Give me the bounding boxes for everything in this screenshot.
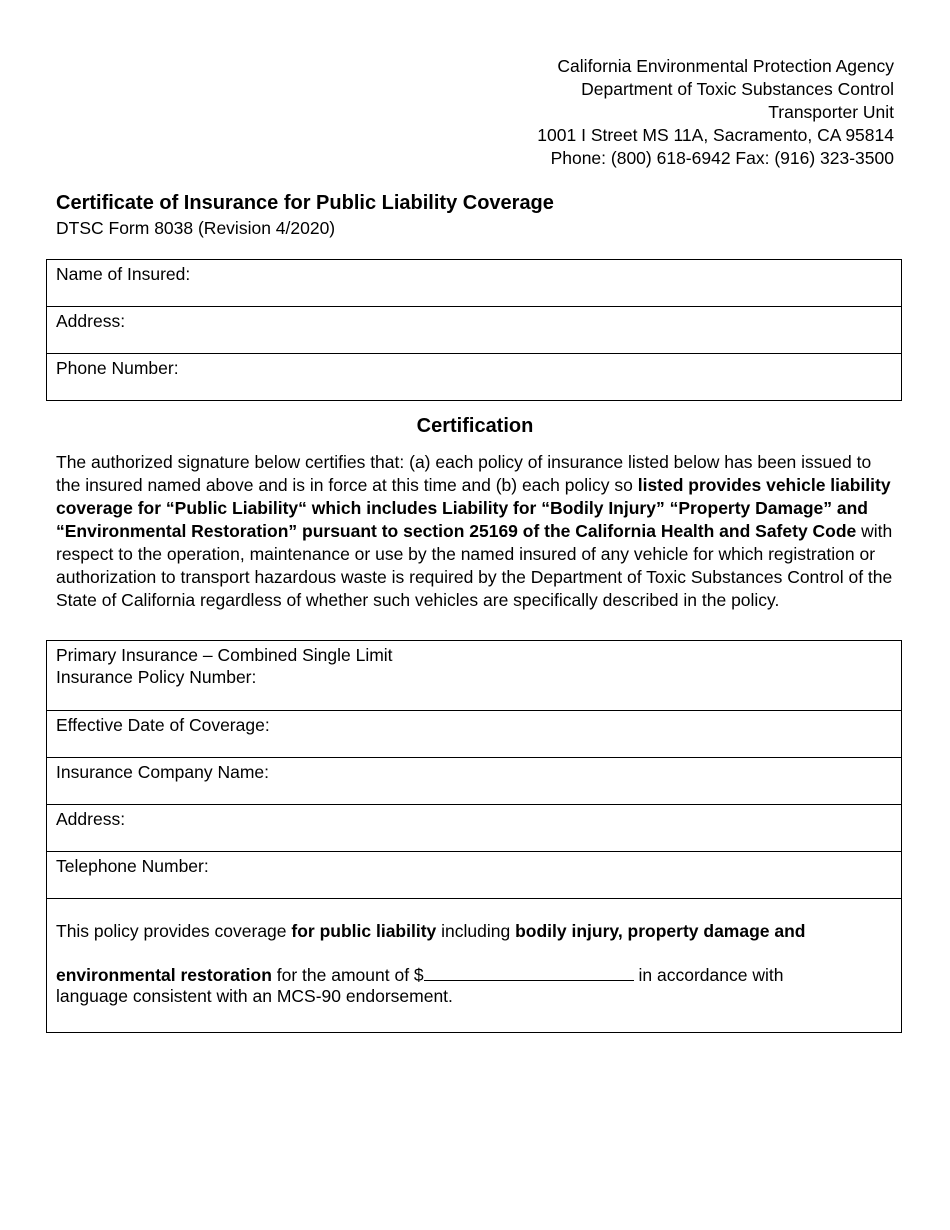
coverage-text4: in accordance with <box>633 965 784 985</box>
coverage-text3: for the amount of $ <box>271 965 424 985</box>
cert-text-part2: with respect to the operation, maintenance or use by the named insured of any vehicle for which registration or authorization to transport hazardous waste is required by the Department of Toxic Substances Control of the State of California regardless of whether such vehicles are specifically described in the policy. <box>56 521 893 610</box>
unit-name: Transporter Unit <box>768 102 894 122</box>
insured-address-field[interactable] <box>47 306 901 353</box>
insured-address-label: Address: <box>56 311 126 331</box>
name-of-insured-field[interactable] <box>47 260 901 306</box>
coverage-text1: This policy provides coverage <box>56 921 292 941</box>
company-name-field[interactable] <box>47 757 901 804</box>
coverage-line1 <box>56 921 892 942</box>
agency-phone-fax: Phone: (800) 618-6942 Fax: (916) 323-3500 <box>550 148 894 168</box>
coverage-bold1: for public liability <box>291 921 437 941</box>
agency-name: California Environmental Protection Agency <box>557 56 894 76</box>
coverage-line3: language consistent with an MCS-90 endorsement. <box>56 986 453 1006</box>
insured-info-table <box>46 259 902 401</box>
company-name-label: Insurance Company Name: <box>56 762 270 782</box>
coverage-line2 <box>56 964 892 986</box>
telephone-label: Telephone Number: <box>56 856 209 876</box>
certification-text <box>56 451 896 612</box>
name-of-insured-label: Name of Insured: <box>56 264 191 284</box>
cert-text-bold: listed provides vehicle liability coverage for “Public Liability“ which includes Liability for “Bodily Injury” “Property Damage” and “Environmental Restoration” pursuant to section 25169 of the California Health and Safety Code <box>56 475 891 541</box>
form-id: DTSC Form 8038 (Revision 4/2020) <box>56 218 336 238</box>
policy-number-label: Insurance Policy Number: <box>56 667 257 687</box>
company-address-field[interactable] <box>47 804 901 851</box>
page-title: Certificate of Insurance for Public Liability Coverage <box>56 192 554 214</box>
department-name: Department of Toxic Substances Control <box>581 79 894 99</box>
company-address-label: Address: <box>56 809 126 829</box>
insured-phone-field[interactable] <box>47 353 901 400</box>
coverage-bold2: bodily injury, property damage and <box>515 921 806 941</box>
policy-info-table <box>46 640 902 1033</box>
agency-header <box>537 55 894 170</box>
insured-phone-label: Phone Number: <box>56 358 179 378</box>
certification-heading: Certification <box>416 415 534 437</box>
effective-date-field[interactable] <box>47 710 901 757</box>
agency-address: 1001 I Street MS 11A, Sacramento, CA 95814 <box>537 125 894 145</box>
effective-date-label: Effective Date of Coverage: <box>56 715 270 735</box>
coverage-text2: including <box>436 921 516 941</box>
coverage-statement <box>47 898 901 1032</box>
amount-blank-field[interactable] <box>424 964 634 981</box>
telephone-field[interactable] <box>47 851 901 898</box>
cert-text-part1: The authorized signature below certifies that: (a) each policy of insurance listed below has been issued to the insured named above and is in force at this time and (b) each policy so <box>56 452 872 495</box>
coverage-bold3: environmental restoration <box>56 965 272 985</box>
primary-insurance-label: Primary Insurance – Combined Single Limit <box>56 645 393 665</box>
policy-number-field[interactable] <box>47 641 901 710</box>
